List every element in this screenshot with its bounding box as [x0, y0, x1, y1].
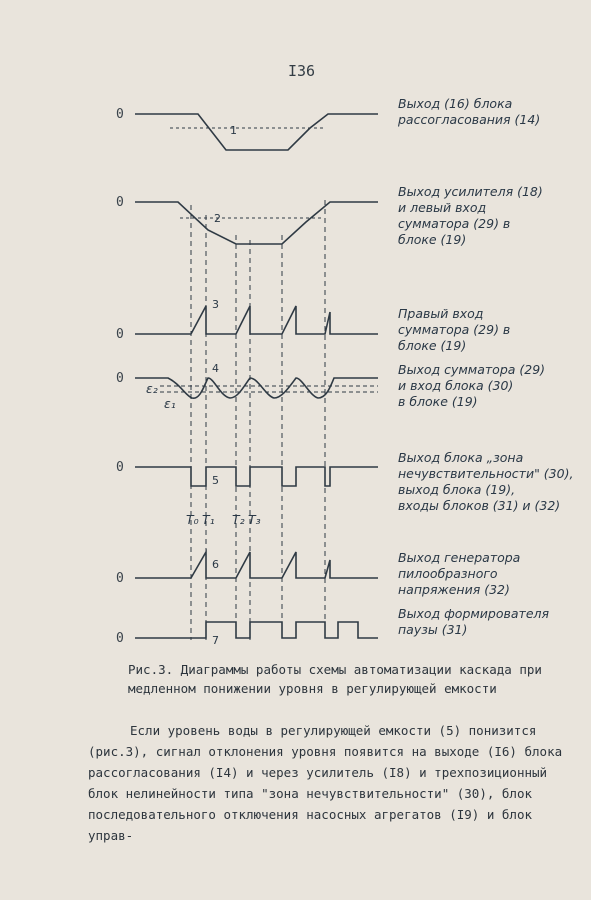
- annotation-7: [398, 606, 549, 637]
- time-markers: [191, 200, 325, 640]
- annotation-5-line: входы блоков (31) и (32): [398, 498, 561, 513]
- zero-label: 0: [116, 107, 124, 122]
- annotation-6-line: напряжения (32): [398, 582, 510, 597]
- zero-label: 0: [116, 571, 124, 586]
- t0-label: T₀: [186, 512, 199, 527]
- zero-label: 0: [116, 195, 124, 210]
- signal-6-waveform: [135, 552, 378, 578]
- annotation-2: [398, 184, 543, 247]
- signal-7-number: 7: [212, 634, 219, 647]
- signal-1-number: 1: [230, 124, 237, 137]
- body-paragraph: [88, 720, 578, 846]
- zero-label: 0: [116, 371, 124, 386]
- annotation-6: [398, 550, 520, 597]
- annotation-2-line: блоке (19): [398, 232, 467, 247]
- zero-label: 0: [116, 327, 124, 342]
- signal-2-waveform: [135, 202, 378, 244]
- annotation-3-line: Правый вход: [398, 306, 484, 321]
- signal-7-waveform: [135, 622, 378, 638]
- annotation-4-line: Выход сумматора (29): [398, 362, 546, 377]
- annotation-5-line: выход блока (19),: [398, 482, 516, 497]
- annotation-6-line: пилообразного: [398, 566, 498, 581]
- signal-3-waveform: [135, 306, 378, 334]
- t3-label: T₃: [248, 512, 261, 527]
- signal-5-waveform: [135, 467, 378, 486]
- annotation-3: [398, 306, 510, 353]
- annotation-5-line: нечувствительности" (30),: [398, 466, 574, 481]
- signal-4-number: 4: [212, 362, 219, 375]
- annotation-4-line: и вход блока (30): [398, 378, 514, 393]
- signal-2-number: 2: [214, 212, 221, 225]
- epsilon-1-label: ε₁: [164, 396, 176, 411]
- annotation-7-line: паузы (31): [398, 622, 468, 637]
- annotation-1-line: Выход (16) блока: [398, 96, 513, 111]
- figure-caption: Рис.3. Диаграммы работы схемы автоматизации каскада при медленном понижении уровня в регулирующей емкости: [128, 662, 542, 696]
- body-text: Если уровень воды в регулирующей емкости (5) понизится (рис.3), сигнал отклонения уровня появится на выходе (I6) блока рассогласования (I4) и через усилитель (I8) и трехпозиционный блок нелинейности типа "зона нечувствительности" (30), блок последовательного отключения насосных агрегатов (I9) и блок управ-: [88, 723, 563, 843]
- annotation-2-line: сумматора (29) в: [398, 216, 511, 231]
- annotation-1-line: рассогласования (14): [398, 112, 541, 127]
- epsilon-2-label: ε₂: [146, 381, 158, 396]
- annotation-4: [398, 362, 545, 409]
- signal-3-number: 3: [212, 298, 219, 311]
- annotation-7-line: Выход формирователя: [398, 606, 550, 621]
- zero-label: 0: [116, 631, 124, 646]
- annotation-5-line: Выход блока „зона: [398, 450, 524, 465]
- annotation-3-line: блоке (19): [398, 338, 467, 353]
- annotation-1: [397, 96, 540, 127]
- signal-6-number: 6: [212, 558, 219, 571]
- annotation-2-line: Выход усилителя (18): [398, 184, 543, 199]
- annotation-5: [398, 450, 573, 513]
- page-number: I36: [288, 62, 316, 80]
- signal-1-waveform: [135, 114, 378, 150]
- annotation-3-line: сумматора (29) в: [398, 322, 511, 337]
- t2-label: T₂: [232, 512, 245, 527]
- annotation-2-line: и левый вход: [398, 200, 487, 215]
- zero-label: 0: [116, 460, 124, 475]
- t1-label: T₁: [202, 512, 215, 527]
- signal-5-number: 5: [212, 474, 219, 487]
- annotation-6-line: Выход генератора: [398, 550, 521, 565]
- annotation-4-line: в блоке (19): [398, 394, 478, 409]
